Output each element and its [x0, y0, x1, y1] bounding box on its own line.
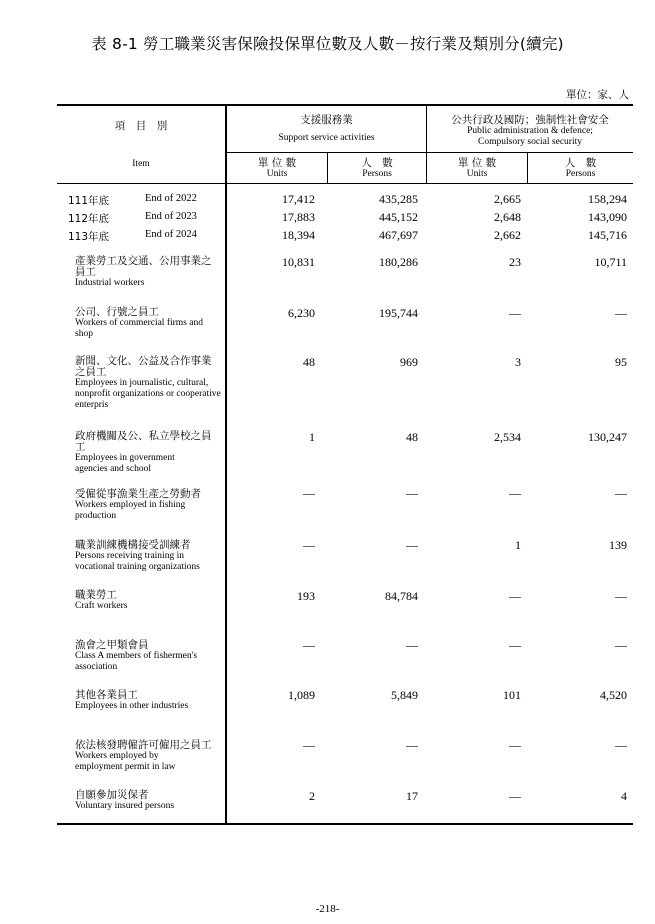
header-category-en: Item: [132, 159, 150, 169]
cell-value: 435,285: [379, 192, 418, 206]
page-title: 表 8-1 勞工職業災害保險投保單位數及人數－按行業及類別分(續完): [91, 35, 564, 53]
header-category-zh: 項 目 別: [114, 120, 168, 132]
header-group1-zh: 支援服務業: [300, 114, 353, 126]
cell-value: 467,697: [379, 228, 418, 242]
row-label-zh: 其他各業員工: [75, 689, 138, 701]
row-label-en: Employees in other industries: [75, 701, 189, 711]
row-label-zh: 自願參加災保者: [75, 789, 149, 801]
cell-value: —: [406, 738, 418, 752]
header-group2-zh: 公共行政及國防；強制性社會安全: [451, 114, 609, 126]
cell-value: 2,648: [494, 210, 521, 224]
row-label-en: Industrial workers: [75, 278, 145, 288]
header-group1-en: Support service activities: [278, 133, 375, 143]
row-label-zh: 依法核發聘僱許可僱用之員工: [75, 739, 212, 751]
header-persons-zh: 人 數: [361, 157, 393, 169]
cell-value: 143,090: [588, 210, 627, 224]
cell-value: —: [615, 486, 627, 500]
row-label-en: Employees in journalistic, cultural, nonprofit organizations or cooperative enterpris: [75, 378, 221, 410]
cell-value: —: [303, 538, 315, 552]
row-label-zh: 職業訓練機構接受訓練者: [75, 539, 191, 551]
cell-value: 969: [400, 355, 418, 369]
cell-value: 6,230: [288, 306, 315, 320]
header-group2-en-2: Compulsory social security: [478, 137, 582, 147]
cell-value: 1: [515, 538, 521, 552]
cell-value: —: [303, 486, 315, 500]
row-label-zh: 受僱從事漁業生產之勞動者: [75, 488, 201, 500]
cell-value: 101: [503, 688, 521, 702]
header-units-en: Units: [266, 169, 288, 179]
unit-note: 單位：家、人: [566, 89, 629, 101]
cell-value: 1: [309, 430, 315, 444]
row-label: [75, 740, 225, 773]
row-label: [75, 540, 225, 573]
cell-value: 145,716: [588, 228, 627, 242]
row-label: [75, 690, 225, 712]
cell-value: —: [509, 738, 521, 752]
cell-value: 17,883: [282, 210, 315, 224]
cell-value: —: [303, 738, 315, 752]
cell-value: 130,247: [588, 430, 627, 444]
cell-value: 2: [309, 789, 315, 803]
cell-value: 95: [615, 355, 627, 369]
row-label: [75, 489, 225, 522]
cell-value: 10,831: [282, 255, 315, 269]
row-label-zh: 漁會之甲類會員: [75, 639, 149, 651]
table-top-border: [57, 104, 633, 106]
row-label-en: Workers employed by employment permit in law: [75, 751, 176, 772]
header-group2-en-1: Public administration & defence;: [467, 126, 593, 136]
cell-value: —: [406, 638, 418, 652]
header-units-en-2: Units: [466, 169, 488, 179]
cell-value: 445,152: [379, 210, 418, 224]
page-number: -218-: [315, 903, 340, 915]
year-label-zh: 111年底: [68, 195, 110, 207]
cell-value: 18,394: [282, 228, 315, 242]
cell-value: 48: [406, 430, 418, 444]
cell-value: 193: [297, 589, 315, 603]
cell-value: —: [406, 486, 418, 500]
cell-value: 2,665: [494, 192, 521, 206]
year-label-en: End of 2024: [145, 229, 197, 240]
cell-value: 2,662: [494, 228, 521, 242]
cell-value: 84,784: [385, 589, 418, 603]
cell-value: 23: [509, 255, 521, 269]
cell-value: 3: [515, 355, 521, 369]
row-label-en: Class A members of fishermen's association: [75, 651, 198, 672]
cell-value: —: [509, 306, 521, 320]
cell-value: —: [509, 589, 521, 603]
row-label-zh: 公司、行號之員工: [75, 306, 159, 318]
header-divider: [227, 152, 633, 153]
cell-value: 158,294: [588, 192, 627, 206]
row-label-en: Voluntary insured persons: [75, 801, 175, 811]
cell-value: 17: [406, 789, 418, 803]
cell-value: —: [406, 538, 418, 552]
cell-value: 5,849: [391, 688, 418, 702]
year-label-zh: 113年底: [68, 231, 110, 243]
row-label-en: Workers of commercial firms and shop: [75, 318, 203, 339]
header-units-zh: 單 位 數: [257, 157, 297, 169]
cell-value: —: [615, 589, 627, 603]
row-label-en: Employees in government agencies and school: [75, 453, 175, 474]
row-label: [75, 356, 225, 411]
row-label: [75, 256, 225, 289]
row-label-en: Workers employed in fishing production: [75, 500, 186, 521]
row-label: [75, 307, 225, 340]
cell-value: 17,412: [282, 192, 315, 206]
cell-value: —: [509, 486, 521, 500]
row-label: [75, 640, 225, 673]
cell-value: —: [509, 789, 521, 803]
cell-value: 2,534: [494, 430, 521, 444]
cell-value: 4: [621, 789, 627, 803]
header-persons-en: Persons: [362, 169, 392, 179]
row-label-zh: 產業勞工及交通、公用事業之員工: [75, 255, 212, 278]
cell-value: 180,286: [379, 255, 418, 269]
cell-value: 195,744: [379, 306, 418, 320]
row-label: [75, 790, 225, 812]
cell-value: —: [615, 738, 627, 752]
row-label-zh: 新聞、文化、公益及合作事業之員工: [75, 355, 212, 378]
cell-value: 139: [609, 538, 627, 552]
cell-value: —: [615, 306, 627, 320]
year-label-zh: 112年底: [68, 213, 110, 225]
row-label-zh: 政府機關及公、私立學校之員工: [75, 430, 212, 453]
row-label-en: Persons receiving training in vocational training organizations: [75, 551, 200, 572]
cell-value: —: [303, 638, 315, 652]
header-units-zh-2: 單 位 數: [457, 157, 497, 169]
row-label: [75, 431, 225, 475]
year-label-en: End of 2023: [145, 211, 197, 222]
cell-value: —: [509, 638, 521, 652]
row-label: [75, 590, 225, 612]
table-bottom-border: [57, 823, 633, 825]
cell-value: 4,520: [600, 688, 627, 702]
cell-value: —: [615, 638, 627, 652]
header-persons-en-2: Persons: [565, 169, 596, 179]
header-bottom-border: [57, 183, 633, 184]
cell-value: 48: [303, 355, 315, 369]
row-label-zh: 職業勞工: [75, 589, 117, 601]
year-label-en: End of 2022: [145, 193, 197, 204]
row-label-en: Craft workers: [75, 601, 128, 611]
cell-value: 1,089: [288, 688, 315, 702]
cell-value: 10,711: [594, 255, 627, 269]
header-persons-zh-2: 人 數: [564, 157, 597, 169]
